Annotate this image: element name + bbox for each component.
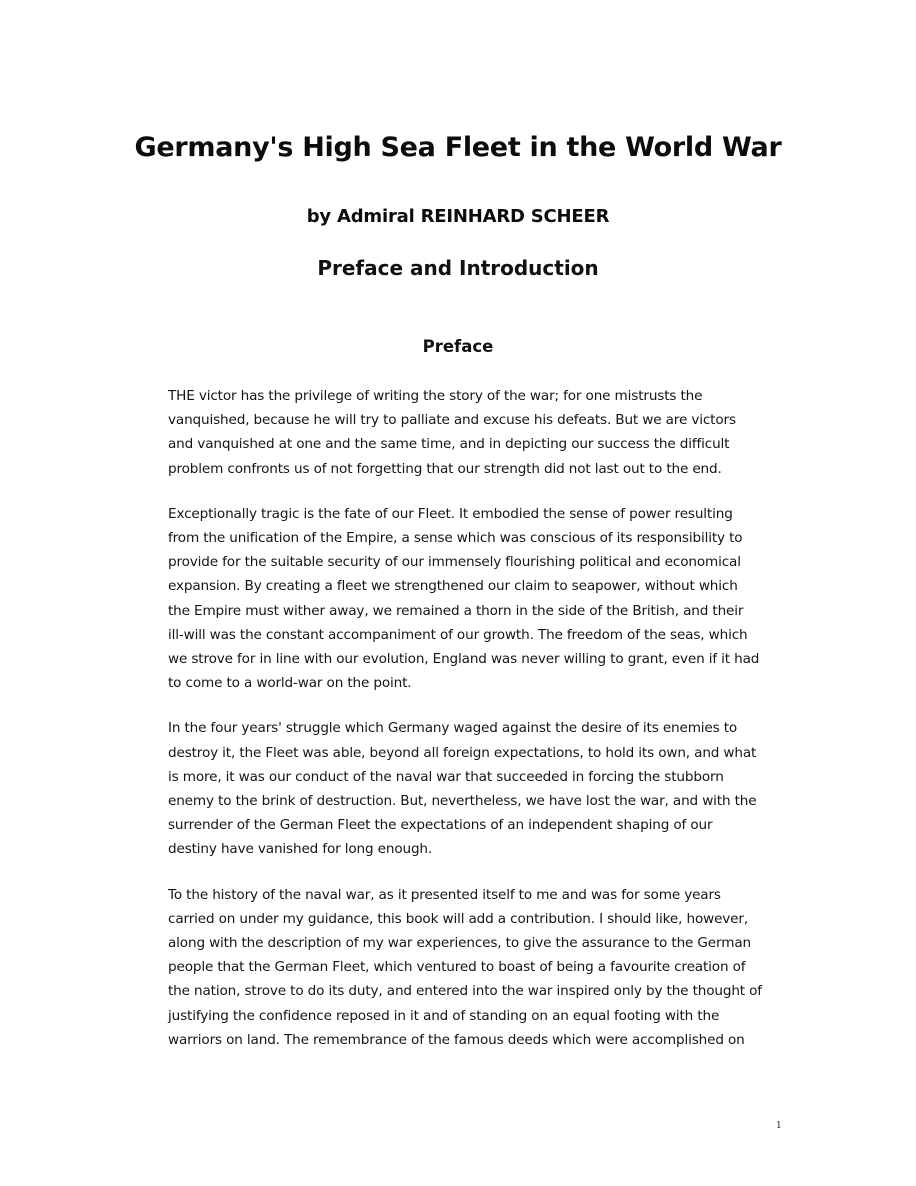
text-line: from the unification of the Empire, a sense which was conscious of its responsibility to xyxy=(168,530,743,547)
paragraph-4 xyxy=(168,883,762,1052)
text-line: is more, it was our conduct of the naval war that succeeded in forcing the stubborn xyxy=(168,768,724,785)
body-text xyxy=(168,384,762,1073)
text-line: destroy it, the Fleet was able, beyond all foreign expectations, to hold its own, and what xyxy=(168,744,757,761)
text-line: surrender of the German Fleet the expectations of an independent shaping of our xyxy=(168,817,713,834)
page-number: 1 xyxy=(776,1121,782,1131)
document-title: Germany's High Sea Fleet in the World War xyxy=(134,132,782,163)
text-line: To the history of the naval war, as it presented itself to me and was for some years xyxy=(168,886,721,903)
paragraph-1 xyxy=(168,384,752,481)
text-line: to come to a world-war on the point. xyxy=(168,675,412,692)
text-line: the nation, strove to do its duty, and entered into the war inspired only by the thought of xyxy=(168,983,762,1000)
text-line: justifying the confidence reposed in it and of standing on an equal footing with the xyxy=(168,1007,720,1024)
text-line: we strove for in line with our evolution, England was never willing to grant, even if it had xyxy=(168,651,760,668)
text-line: Exceptionally tragic is the fate of our Fleet. It embodied the sense of power resulting xyxy=(168,505,733,522)
document-subtitle: Preface and Introduction xyxy=(317,256,599,280)
text-line: In the four years' struggle which Germany waged against the desire of its enemies to xyxy=(168,720,738,737)
paragraph-2 xyxy=(168,502,760,696)
text-line: and vanquished at one and the same time, and in depicting our success the difficult xyxy=(168,436,730,453)
text-line: the Empire must wither away, we remained a thorn in the side of the British, and their xyxy=(168,602,744,619)
text-line: along with the description of my war experiences, to give the assurance to the German xyxy=(168,935,751,952)
section-heading-preface: Preface xyxy=(422,337,494,356)
document-author: by Admiral REINHARD SCHEER xyxy=(306,206,610,227)
text-line: people that the German Fleet, which ventured to boast of being a favourite creation of xyxy=(168,959,746,976)
text-line: enemy to the brink of destruction. But, nevertheless, we have lost the war, and with the xyxy=(168,793,757,810)
text-line: vanquished, because he will try to palliate and excuse his defeats. But we are victors xyxy=(168,412,736,429)
text-line: provide for the suitable security of our immensely flourishing political and economical xyxy=(168,554,741,571)
text-line: warriors on land. The remembrance of the famous deeds which were accomplished on xyxy=(168,1031,745,1048)
text-line: problem confronts us of not forgetting that our strength did not last out to the end. xyxy=(168,460,722,477)
text-line: carried on under my guidance, this book will add a contribution. I should like, however, xyxy=(168,910,749,927)
paragraph-3 xyxy=(168,716,757,861)
text-line: destiny have vanished for long enough. xyxy=(168,841,433,858)
text-line: ill-will was the constant accompaniment of our growth. The freedom of the seas, which xyxy=(168,626,748,643)
text-line: expansion. By creating a fleet we strengthened our claim to seapower, without which xyxy=(168,578,738,595)
text-line: THE victor has the privilege of writing the story of the war; for one mistrusts the xyxy=(168,388,703,404)
